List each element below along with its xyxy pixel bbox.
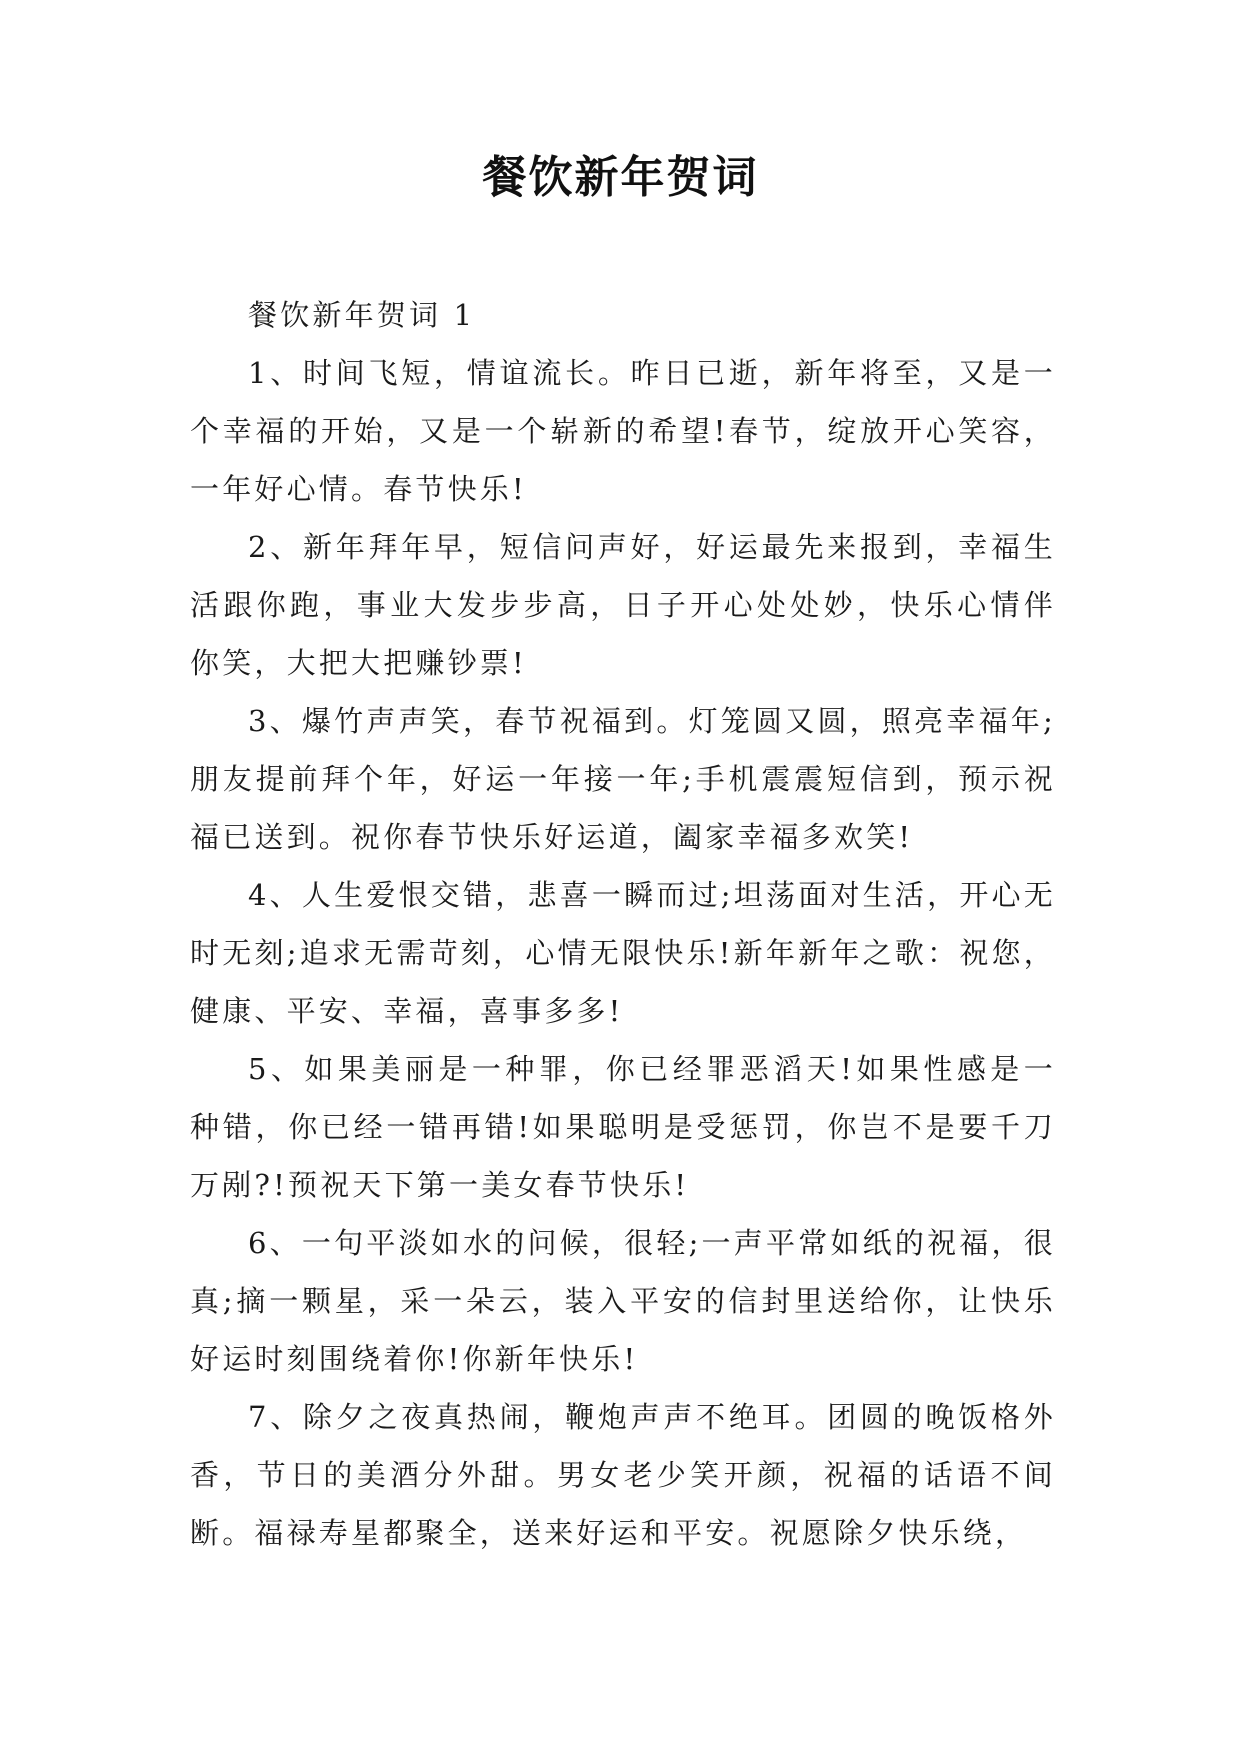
paragraph-2: 2、新年拜年早，短信问声好，好运最先来报到，幸福生活跟你跑，事业大发步步高，日子开心处处妙，快乐心情伴你笑，大把大把赚钞票! — [190, 530, 1056, 680]
paragraph-5: 5、如果美丽是一种罪，你已经罪恶滔天!如果性感是一种错，你已经一错再错!如果聪明是受惩罚，你岂不是要千刀万剐?!预祝天下第一美女春节快乐! — [190, 1052, 1056, 1202]
paragraph-1: 1、时间飞短，情谊流长。昨日已逝，新年将至，又是一个幸福的开始，又是一个崭新的希望!春节，绽放开心笑容，一年好心情。春节快乐! — [190, 356, 1056, 506]
paragraph-3: 3、爆竹声声笑，春节祝福到。灯笼圆又圆，照亮幸福年;朋友提前拜个年，好运一年接一年;手机震震短信到，预示祝福已送到。祝你春节快乐好运道，阖家幸福多欢笑! — [190, 704, 1056, 854]
paragraph-4: 4、人生爱恨交错，悲喜一瞬而过;坦荡面对生活，开心无时无刻;追求无需苛刻，心情无限快乐!新年新年之歌：祝您，健康、平安、幸福，喜事多多! — [190, 878, 1056, 1028]
paragraph-6: 6、一句平淡如水的问候，很轻;一声平常如纸的祝福，很真;摘一颗星，采一朵云，装入平安的信封里送给你，让快乐好运时刻围绕着你!你新年快乐! — [190, 1226, 1056, 1376]
document-title: 餐饮新年贺词 — [482, 152, 759, 203]
document-body — [190, 286, 1056, 1562]
paragraph-7: 7、除夕之夜真热闹，鞭炮声声不绝耳。团圆的晚饭格外香，节日的美酒分外甜。男女老少笑开颜，祝福的话语不间断。福禄寿星都聚全，送来好运和平安。祝愿除夕快乐绕， — [190, 1400, 1056, 1550]
section-heading: 餐饮新年贺词 1 — [248, 298, 476, 332]
